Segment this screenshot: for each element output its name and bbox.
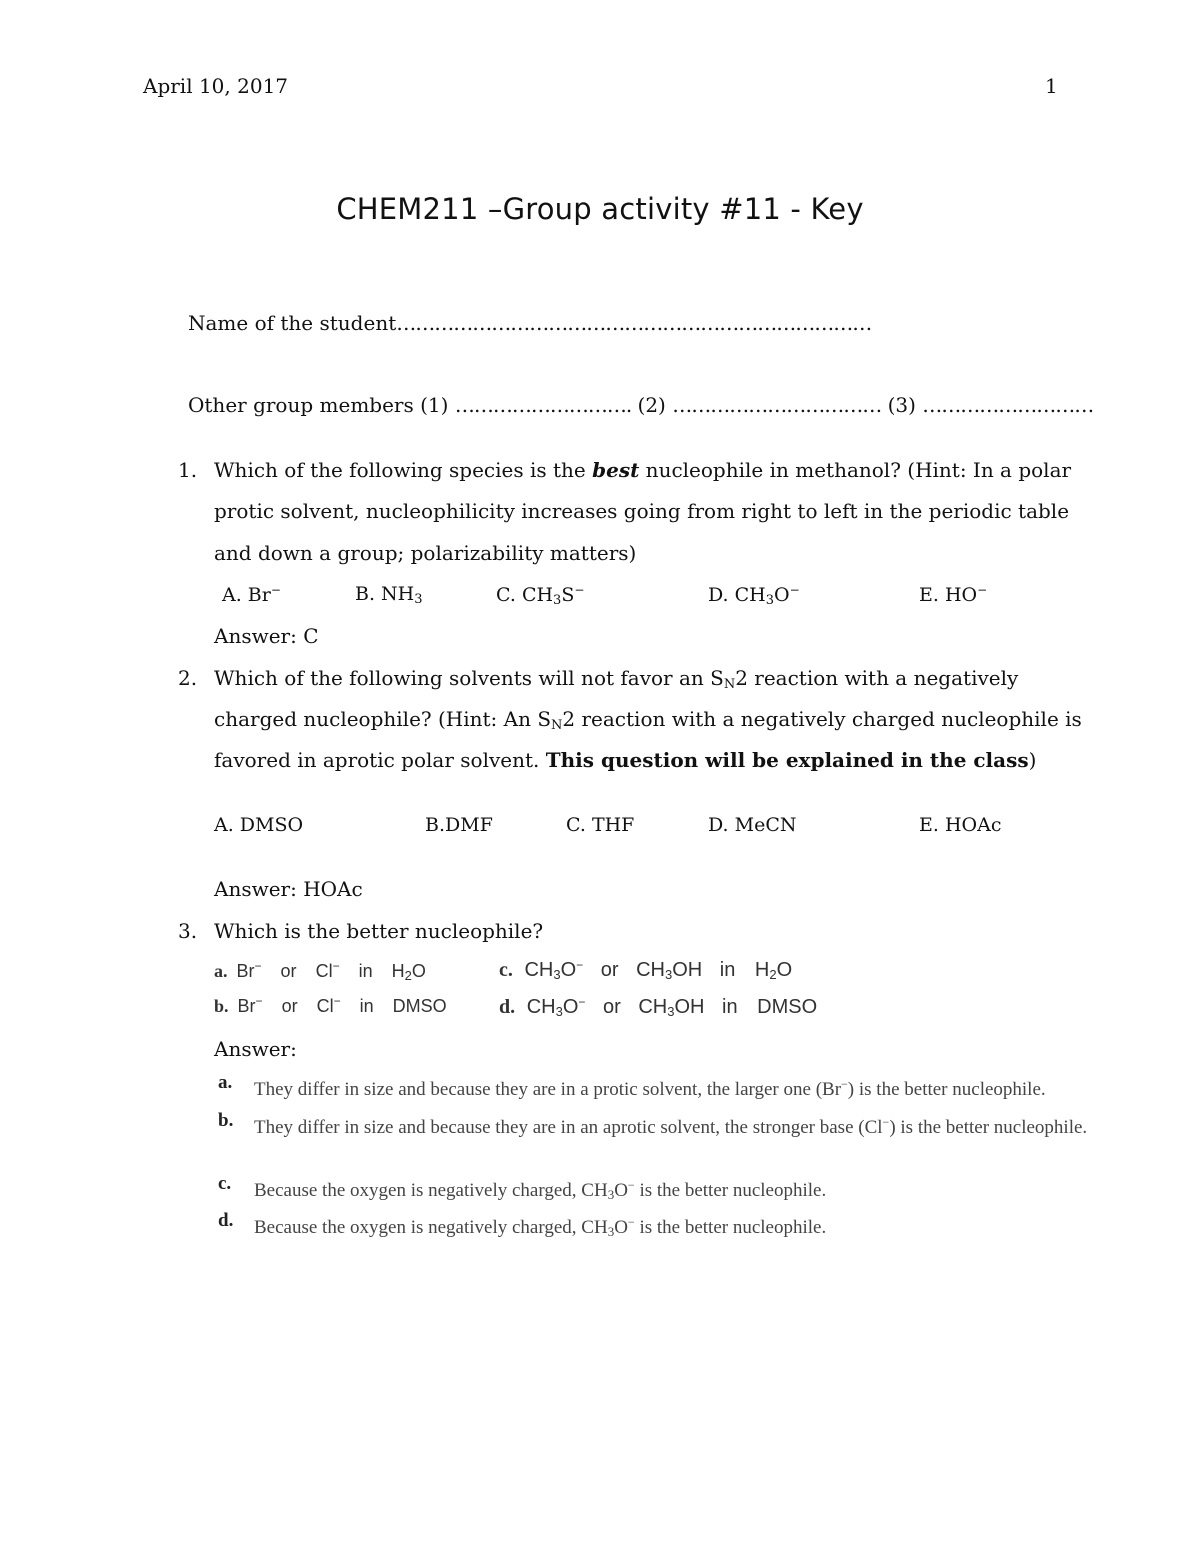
member-3-blank: ……………………… <box>922 393 1094 417</box>
member-2-label: (2) <box>637 393 666 417</box>
question-2-line-1: Which of the following solvents will not favor an $S_N2$ reaction with a negatively <box>214 666 1019 692</box>
question-1-line-2: protic solvent, nucleophilicity increases going from right to left in the periodic table <box>214 499 1070 523</box>
q2-option-c: C. THF <box>566 814 635 836</box>
page-title: CHEM211 –Group activity #11 - Key <box>336 192 864 226</box>
student-name-label: Name of the student <box>188 311 397 335</box>
member-2-blank: …………………………… <box>672 393 882 417</box>
question-1-number: 1. <box>178 458 198 482</box>
question-1-answer: Answer: C <box>214 624 319 648</box>
q3-answer-d: d. Because the oxygen is negatively charged, $CH_3O^-$ is the better nucleophile. <box>218 1210 827 1239</box>
question-1-line-1: Which of the following species is the best nucleophile in methanol? (Hint: In a polar <box>214 458 1072 482</box>
q1-option-d: D. $CH_3O^-$ <box>708 583 800 608</box>
q2-option-d: D. MeCN <box>708 814 797 836</box>
question-2-line-2: charged nucleophile? (Hint: An $S_N2$ reaction with a negatively charged nucleophile is <box>214 707 1082 733</box>
question-2-answer: Answer: HOAc <box>214 877 363 901</box>
q2-option-e: E. HOAc <box>919 814 1002 836</box>
q1-option-c: C. $CH_3S^-$ <box>496 583 585 608</box>
page-number: 1 <box>1045 74 1058 98</box>
question-3-number: 3. <box>178 919 198 943</box>
q3-item-a: a. Br− or Cl− in $H_2O$ <box>214 959 426 983</box>
q3-answer-a: a. They differ in size and because they are in a protic solvent, the larger one (Br−) is the better nucleophile. <box>218 1072 1046 1100</box>
q1-option-e: E. HO− <box>919 583 988 606</box>
student-name-line <box>188 311 871 335</box>
q2-option-a: A. DMSO <box>214 814 304 836</box>
student-name-blank: ………………………………………………………………… <box>396 311 872 335</box>
q3-answer-b: b. They differ in size and because they are in an aprotic solvent, the stronger base (Cl−) is the better nucleophile. <box>218 1110 1088 1138</box>
question-3-text: Which is the better nucleophile? <box>214 919 544 943</box>
q1-option-a: A. Br− <box>222 583 281 606</box>
group-members-line <box>188 393 1093 417</box>
group-members-label: Other group members <box>188 393 414 417</box>
header-date: April 10, 2017 <box>143 74 289 98</box>
q3-item-c: c. $CH_3O^-$ or $CH_3OH$ in $H_2O$ <box>499 958 793 982</box>
question-2-line-3: favored in aprotic polar solvent. This question will be explained in the class) <box>214 748 1037 772</box>
member-1-label: (1) <box>420 393 449 417</box>
question-1-line-3: and down a group; polarizability matters) <box>214 541 637 565</box>
q2-option-b: B.DMF <box>425 814 493 836</box>
question-3-answer-label: Answer: <box>214 1037 297 1061</box>
q1-option-b: B. $NH_3$ <box>355 583 423 607</box>
member-1-blank: ………………………. <box>454 393 632 417</box>
q3-item-b: b. Br− or Cl− in DMSO <box>214 994 447 1016</box>
q3-answer-c: c. Because the oxygen is negatively charged, $CH_3O^-$ is the better nucleophile. <box>218 1173 827 1202</box>
member-3-label: (3) <box>887 393 916 417</box>
q3-item-d: d. $CH_3O^-$ or $CH_3OH$ in DMSO <box>499 995 818 1019</box>
question-2-number: 2. <box>178 666 198 690</box>
